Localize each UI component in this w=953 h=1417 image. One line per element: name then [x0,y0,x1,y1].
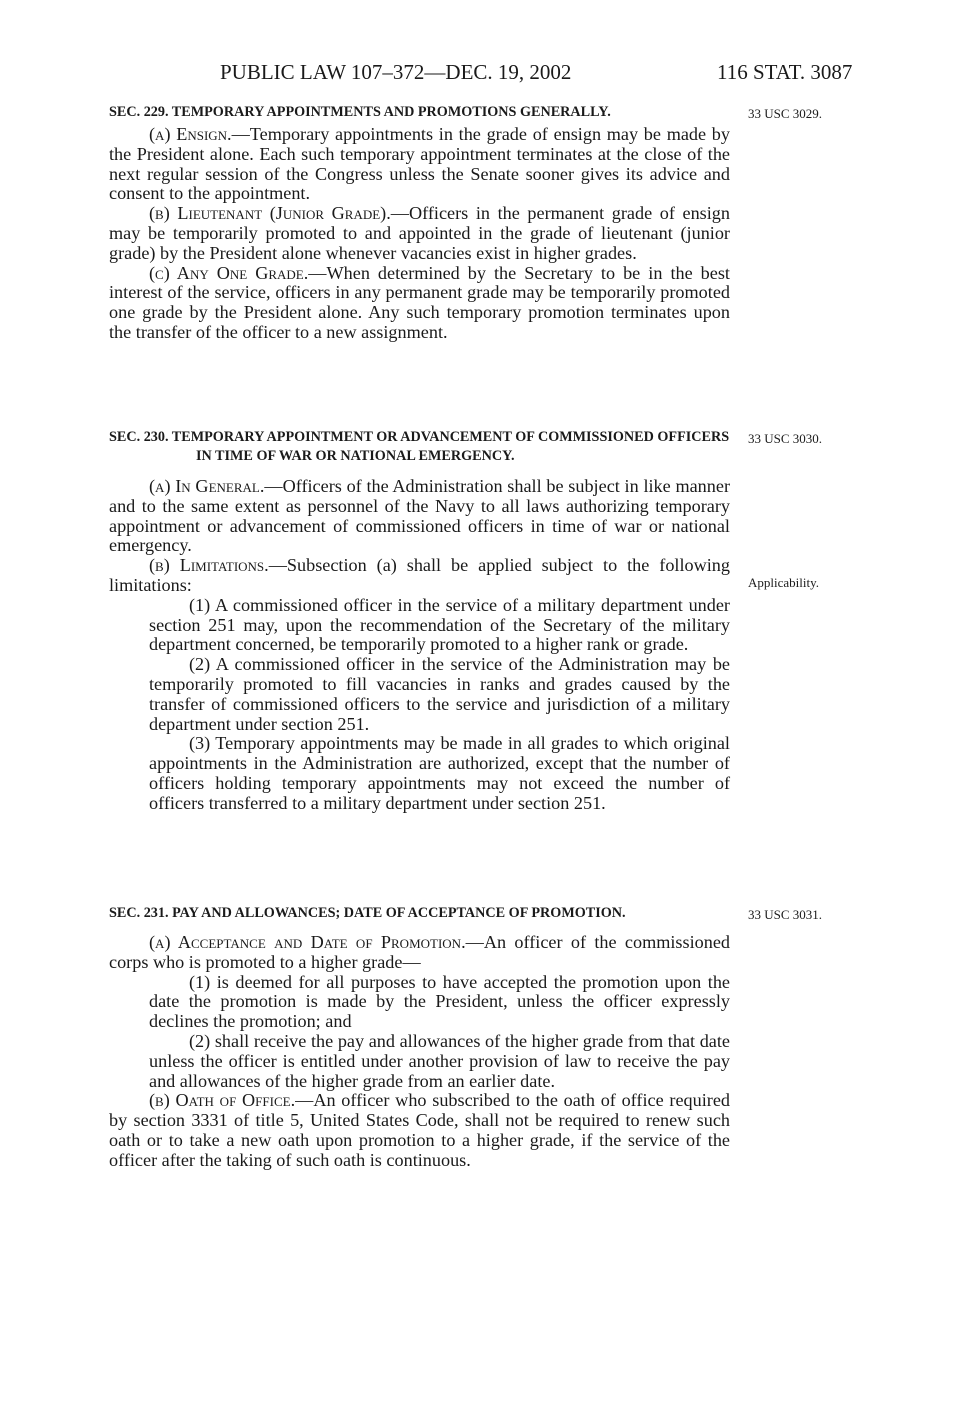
sec230-a-heading: (a) In General. [149,476,265,496]
header-stat-page: 116 STAT. 3087 [717,60,853,84]
running-header [0,60,953,90]
sec231-item-1: (1) is deemed for all purposes to have accepted the promotion upon the date the promotion is made by the President, unless the officer expressly declines the promotion; and [149,971,730,1032]
margin-note-3031: 33 USC 3031. [748,907,823,922]
sec229-a-text: —Temporary appointments in the grade of ensign may be made by the President alone. Each such temporary appointment terminates at the close of the next regular session of the Congress unless the Senate sooner gives its advice and consent to the appointment. [109,124,730,204]
sec230-b-heading: (b) Limitations. [149,555,269,576]
sec231-a-text: —An officer of the commissioned corps who is promoted to a higher grade— [109,932,730,972]
sec230-item-3: (3) Temporary appointments may be made in all grades to which original appointments in the Administration are authorized, except that the number of officers holding temporary appointments may not exceed the number of officers transferred to a military department under section 251. [149,733,730,813]
section-229-heading: SEC. 229. TEMPORARY APPOINTMENTS AND PROMOTIONS GENERALLY. [109,104,611,120]
section-229 [109,103,730,343]
sec231-para-b [109,1091,730,1170]
sec230-a-text: —Officers of the Administration shall be subject in like manner and to the same extent as personnel of the Navy to all laws authorizing temporary appointment or advancement of commissioned officers in time of war or national emergency. [109,476,730,556]
sec229-b-text: —Officers in the permanent grade of ensign may be temporarily promoted to and appointed in the grade of lieutenant (junior grade) by the President alone whenever vacancies exist in higher grades. [109,203,730,263]
sec230-item-2: (2) A commissioned officer in the service of the Administration may be temporarily promoted to fill vacancies in ranks and grades caused by the transfer of commissioned officers to the service and jurisdiction of a military department under section 251. [149,654,730,734]
sec229-para-a [109,125,730,204]
section-230-heading: SEC. 230. TEMPORARY APPOINTMENT OR ADVANCEMENT OF COMMISSIONED OFFICERS IN TIME OF WAR OR NATIONAL EMERGENCY. [109,429,730,464]
sec229-para-b [109,204,730,263]
sec229-b-heading: (b) Lieutenant (Junior Grade). [149,203,391,224]
sec229-para-c [109,264,730,343]
sec231-item-2: (2) shall receive the pay and allowances of the higher grade from that date unless the officer is entitled under another provision of law to receive the pay and allowances of the higher grade from an earlier date. [149,1030,730,1091]
sec230-b-text: —Subsection (a) shall be applied subject to the following limitations: [109,555,730,595]
sec231-b-heading: (b) Oath of Office. [149,1090,296,1111]
sec231-para-a [109,933,730,973]
margin-note-applicability: Applicability. [748,575,820,590]
sec230-para-b [109,556,730,596]
header-public-law: PUBLIC LAW 107–372—DEC. 19, 2002 [220,60,572,84]
sec230-item-1: (1) A commissioned officer in the service of a military department under section 251 may, upon the recommendation of the Secretary of the military department concerned, be temporarily promoted to a higher rank or grade. [149,594,730,655]
sec231-b-text: —An officer who subscribed to the oath of office required by section 3331 of title 5, United States Code, shall not be required to renew such oath or to take a new oath upon promotion to a higher grade, if the service of the officer after the taking of such oath is continuous. [109,1090,730,1170]
section-230 [109,428,730,814]
sec230-para-a [109,477,730,556]
margin-note-3030: 33 USC 3030. [748,431,823,446]
section-231-heading: SEC. 231. PAY AND ALLOWANCES; DATE OF ACCEPTANCE OF PROMOTION. [109,905,626,921]
sec229-c-text: —When determined by the Secretary to be in the best interest of the service, officers in any permanent grade may be temporarily promoted one grade by the President alone. Any such temporary promotion terminates upon the transfer of the officer to a new assignment. [109,262,730,342]
section-231 [109,904,730,1171]
sec229-c-heading: (c) Any One Grade. [149,262,309,283]
sec231-a-heading: (a) Acceptance and Date of Promotion. [149,932,466,952]
sec229-a-heading: (a) Ensign. [149,124,232,144]
margin-note-3029: 33 USC 3029. [748,106,823,121]
